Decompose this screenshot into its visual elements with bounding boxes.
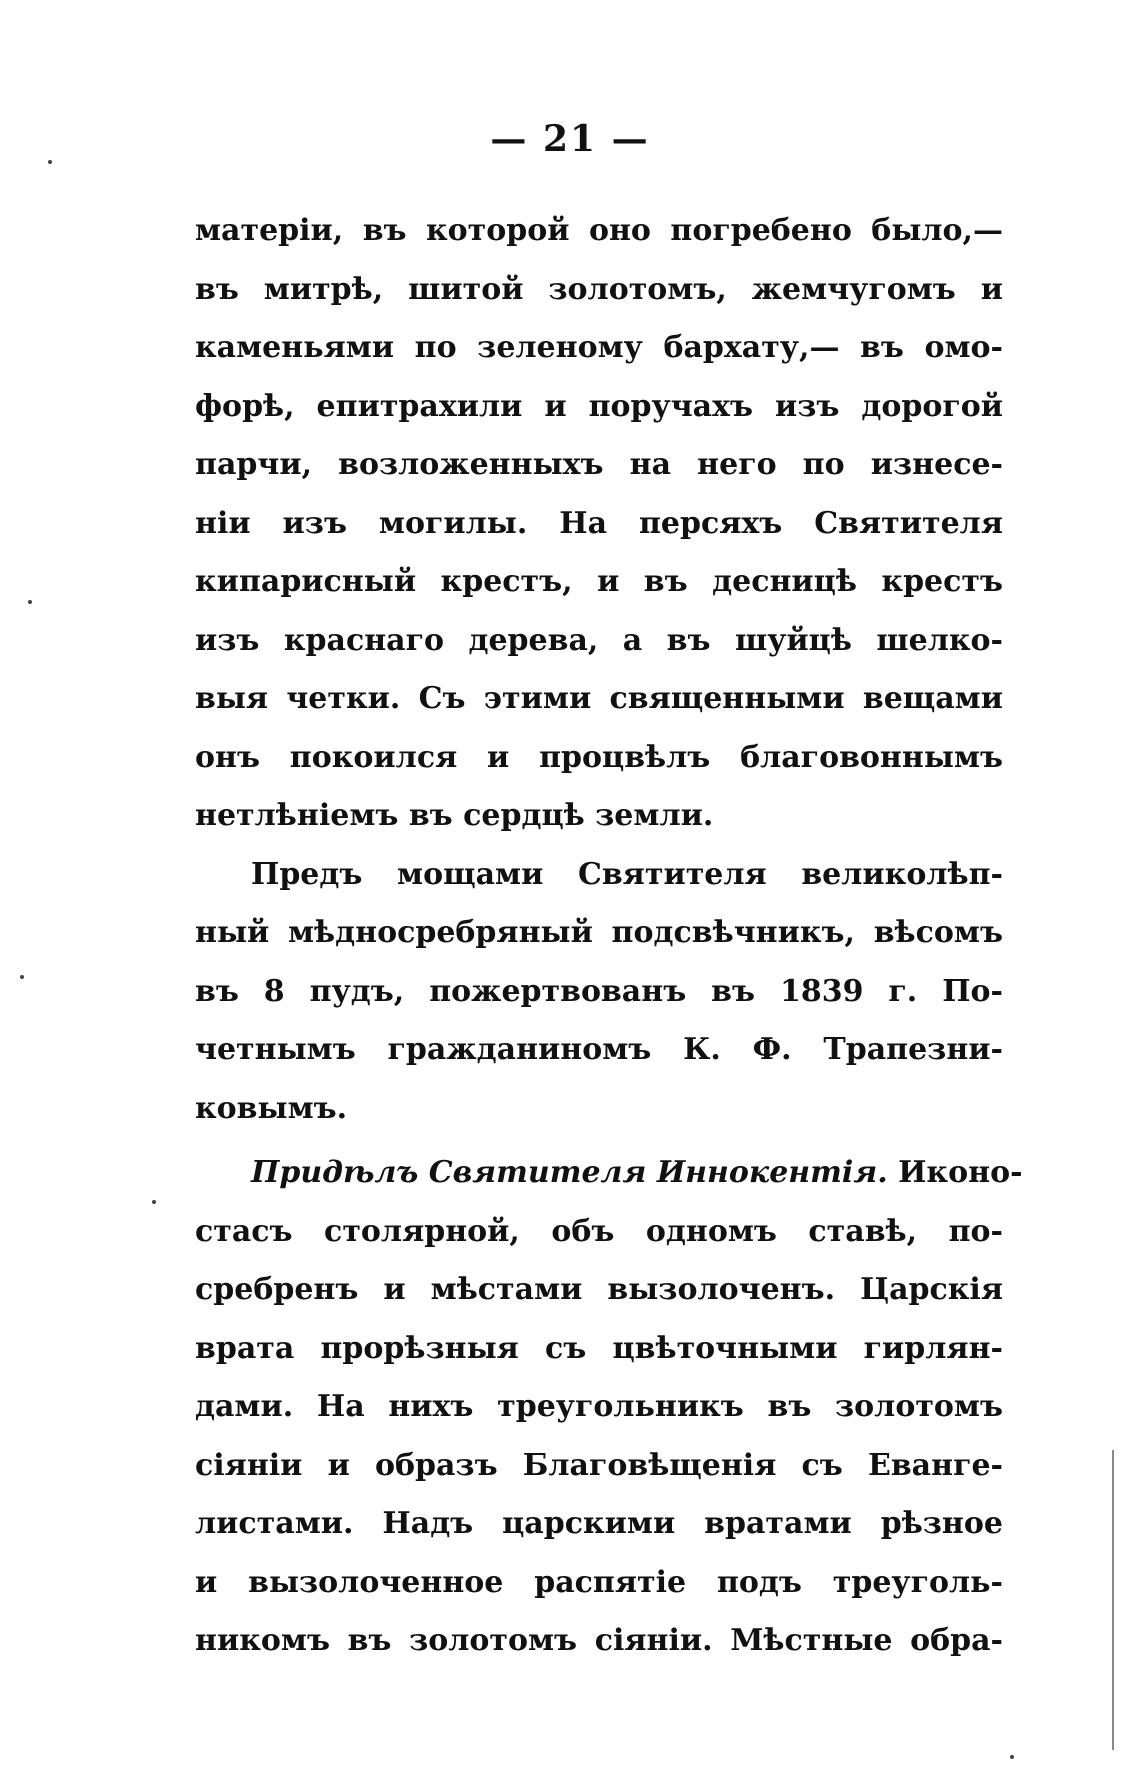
text-line: нетлѣніемъ въ сердцѣ земли. bbox=[195, 798, 714, 833]
text-line: ный мѣдносребряный подсвѣчникъ, вѣсомъ bbox=[195, 915, 1003, 950]
text-line: каменьями по зеленому бархату,— въ омо- bbox=[195, 330, 1003, 365]
page-number: — 21 — bbox=[490, 118, 650, 160]
text-line: стасъ столярной, объ одномъ ставѣ, по- bbox=[195, 1213, 1003, 1249]
text-line: ніи изъ могилы. На персяхъ Святителя bbox=[195, 505, 1003, 541]
text-line: изъ краснаго дерева, а въ шуйцѣ шелко- bbox=[195, 622, 1003, 658]
text-line: матеріи, въ которой оно погребено было,— bbox=[195, 213, 1003, 248]
text-line: листами. Надъ царскими вратами рѣзное bbox=[195, 1506, 1003, 1541]
text-line: форѣ, епитрахили и поручахъ изъ дорогой bbox=[195, 388, 1003, 424]
paragraph-1 bbox=[195, 202, 1003, 846]
print-speck bbox=[152, 1200, 156, 1204]
text-line: врата прорѣзныя съ цвѣточными гирлян- bbox=[195, 1330, 1003, 1366]
paragraph-2 bbox=[195, 846, 1003, 1139]
print-speck bbox=[20, 975, 24, 979]
text-line: четнымъ гражданиномъ К. Ф. Трапезни- bbox=[195, 1032, 1003, 1067]
text-line: никомъ въ золотомъ сіяніи. Мѣстные обра- bbox=[195, 1623, 1003, 1658]
text-line: въ 8 пудъ, пожертвованъ въ 1839 г. По- bbox=[195, 973, 1003, 1009]
text-line: выя четки. Съ этими священными вещами bbox=[195, 681, 1003, 716]
text-line: дами. На нихъ треугольникъ въ золотомъ bbox=[195, 1389, 1003, 1424]
print-speck bbox=[1010, 1755, 1014, 1759]
text-line: сіяніи и образъ Благовѣщенія съ Еванге- bbox=[195, 1447, 1003, 1483]
text-line: и вызолоченное распятіе подъ треуголь- bbox=[195, 1564, 1003, 1600]
print-speck bbox=[48, 160, 52, 164]
print-speck bbox=[28, 600, 32, 604]
text-line: ковымъ. bbox=[195, 1090, 348, 1126]
page-binding-edge bbox=[1112, 1450, 1114, 1750]
text-line: кипарисный крестъ, и въ десницѣ крестъ bbox=[195, 564, 1003, 599]
page-text bbox=[195, 202, 1023, 1671]
paragraph-3 bbox=[195, 1144, 1023, 1671]
section-heading: Придѣлъ Святителя Иннокентія. bbox=[251, 1155, 888, 1190]
text-line: Предъ мощами Святителя великолѣп- bbox=[251, 856, 1003, 892]
text-line: парчи, возложенныхъ на него по изнесе- bbox=[195, 447, 1003, 482]
text-line: онъ покоился и процвѣлъ благовоннымъ bbox=[195, 739, 1003, 775]
text-fragment: Иконо- bbox=[887, 1155, 1023, 1190]
text-line: въ митрѣ, шитой золотомъ, жемчугомъ и bbox=[195, 271, 1003, 307]
text-line: сребренъ и мѣстами вызолоченъ. Царскія bbox=[195, 1272, 1003, 1307]
paragraph-heading-line bbox=[195, 1144, 1023, 1203]
